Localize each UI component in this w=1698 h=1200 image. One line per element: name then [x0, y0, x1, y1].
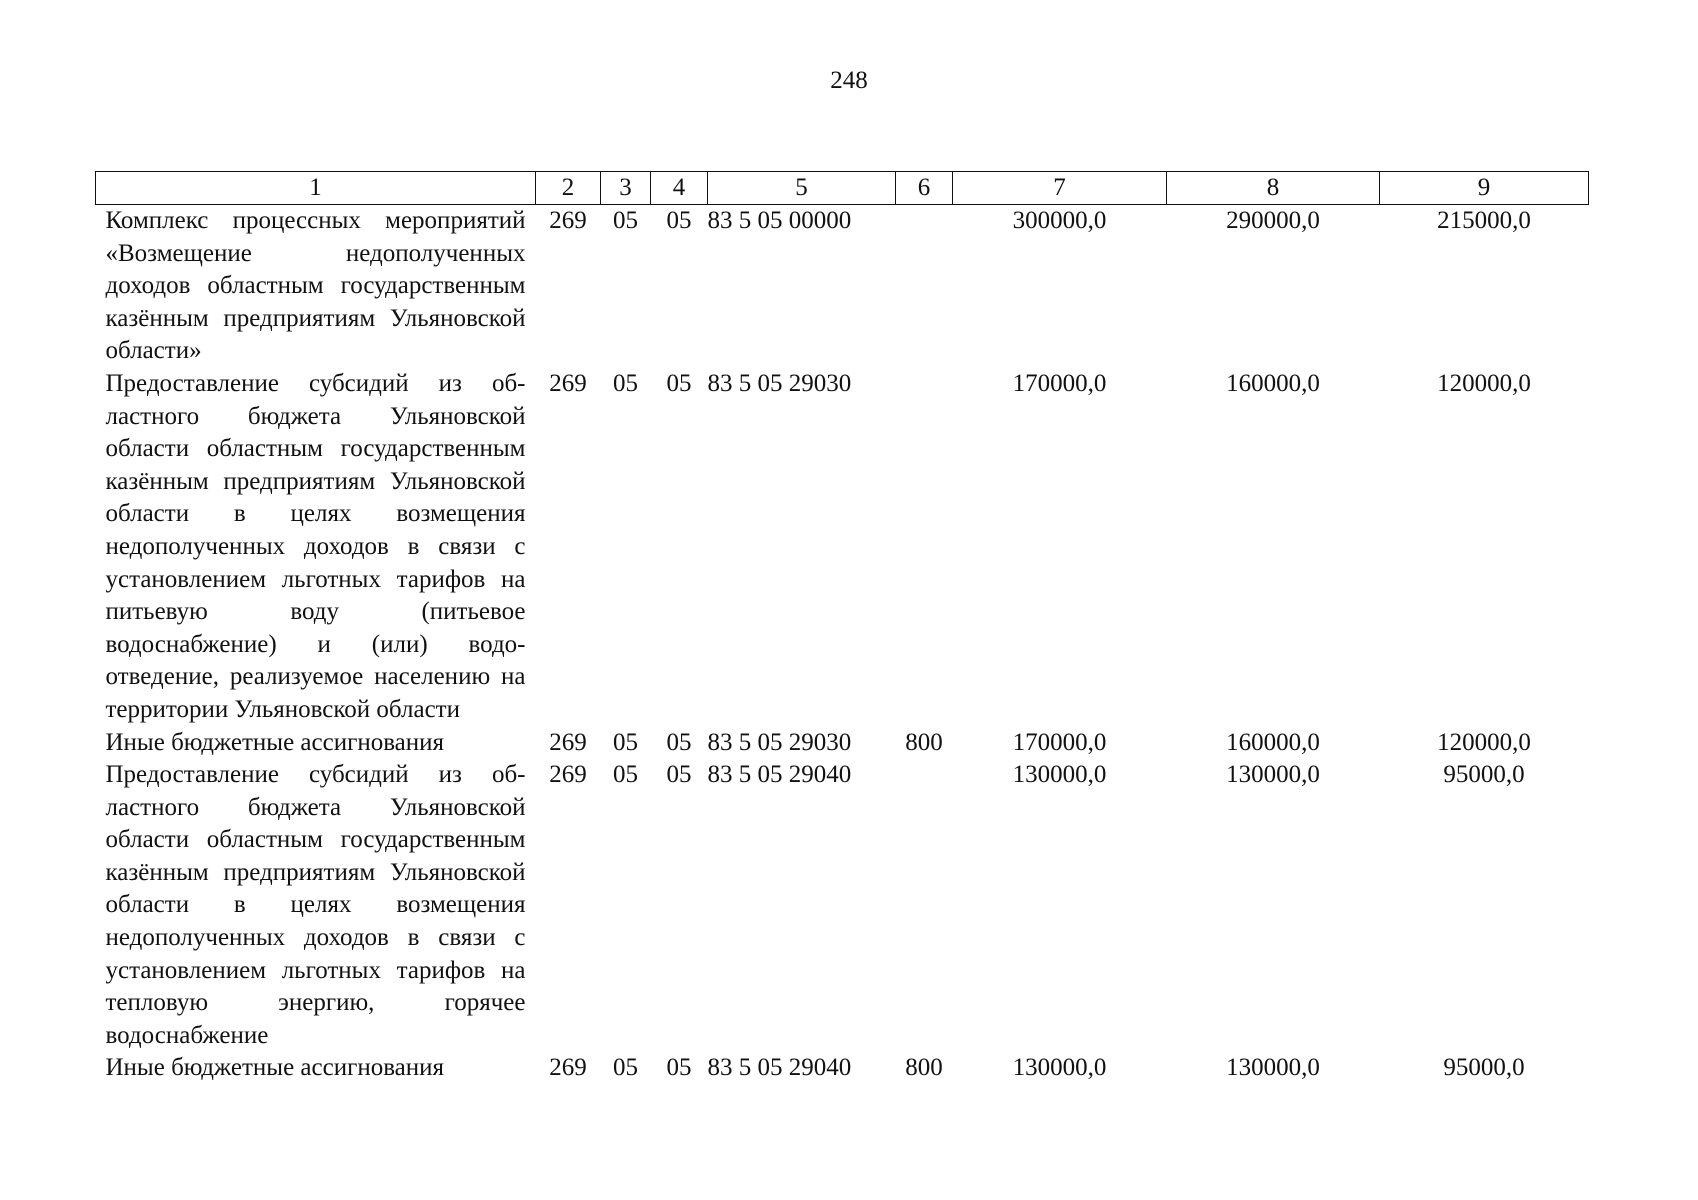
header-row: [96, 172, 1589, 205]
header-col-6: 6: [896, 172, 953, 205]
row-name: Иные бюджетные ассигнования: [105, 728, 445, 756]
row-col-3: 05: [613, 207, 638, 234]
table-row: [96, 205, 1589, 368]
table-row: [96, 727, 1589, 760]
row-col-5: 83 5 05 00000: [707, 207, 852, 234]
row-col-2: 269: [549, 728, 587, 756]
row-col-7: 300000,0: [1012, 207, 1107, 234]
row-name: Предоставление субсидий из областного бюджета Ульяновской области областным государственным казённым предприятиям Ульяновской области в целях возмещения недополученных доходов в связи с установлением льготных тарифов на тепловую энергию, горячее водоснабжение: [105, 761, 526, 1049]
row-col-2: 269: [549, 369, 587, 397]
table-row: [96, 1052, 1589, 1085]
row-col-3: 05: [613, 761, 638, 789]
page-number: 248: [830, 67, 868, 94]
row-col-9: 95000,0: [1443, 1054, 1525, 1082]
row-name: Иные бюджетные ассигнования: [105, 1054, 445, 1082]
header-col-7: 7: [953, 172, 1167, 205]
row-name: Комплекс процессных мероприятий «Возмещение недополученных доходов областным государственным казённым предприятиям Ульяновской области»: [105, 207, 526, 365]
row-col-5: 83 5 05 29040: [707, 761, 852, 789]
row-col-9: 120000,0: [1437, 728, 1531, 756]
row-col-4: 05: [666, 369, 692, 397]
row-col-2: 269: [549, 761, 587, 789]
row-col-8: 130000,0: [1226, 1054, 1320, 1082]
row-name: Предоставление субсидий из областного бюджета Ульяновской области областным государственным казённым предприятиям Ульяновской области в целях возмещения недополученных доходов в связи с установлением льготных тарифов на питьевую воду (питьевое водоснабжение) и (или) водоотведение, реализуемое населению на территории Ульяновской области: [105, 369, 526, 723]
row-col-6: 800: [905, 728, 943, 756]
row-col-9: 95000,0: [1443, 761, 1525, 789]
row-col-7: 130000,0: [1012, 1054, 1107, 1082]
row-col-4: 05: [666, 207, 692, 234]
row-col-5: 83 5 05 29030: [707, 369, 852, 397]
header-col-5: 5: [708, 172, 896, 205]
row-col-3: 05: [613, 728, 638, 756]
header-col-8: 8: [1167, 172, 1380, 205]
row-col-4: 05: [666, 728, 692, 756]
row-col-2: 269: [549, 1054, 587, 1082]
header-col-1: 1: [96, 172, 536, 205]
row-col-8: 160000,0: [1226, 369, 1320, 397]
row-col-5: 83 5 05 29030: [707, 728, 852, 756]
table-row: [96, 759, 1589, 1052]
row-col-7: 170000,0: [1012, 728, 1107, 756]
row-col-6: [896, 205, 953, 368]
header-col-9: 9: [1380, 172, 1589, 205]
header-col-2: 2: [536, 172, 601, 205]
header-col-4: 4: [651, 172, 708, 205]
row-col-9: 215000,0: [1437, 207, 1531, 234]
header-col-3: 3: [601, 172, 651, 205]
row-col-9: 120000,0: [1437, 369, 1531, 397]
row-col-3: 05: [613, 369, 638, 397]
row-col-3: 05: [613, 1054, 638, 1082]
row-col-6: 800: [905, 1054, 943, 1082]
row-col-6: [896, 368, 953, 727]
row-col-8: 160000,0: [1226, 728, 1320, 756]
budget-table: [95, 171, 1589, 1085]
row-col-7: 130000,0: [1012, 761, 1107, 789]
row-col-4: 05: [666, 1054, 692, 1082]
row-col-2: 269: [549, 207, 587, 234]
table-row: [96, 368, 1589, 727]
row-col-8: 290000,0: [1226, 207, 1320, 234]
row-col-4: 05: [666, 761, 692, 789]
row-col-7: 170000,0: [1012, 369, 1107, 397]
row-col-8: 130000,0: [1226, 761, 1320, 789]
row-col-6: [896, 759, 953, 1052]
row-col-5: 83 5 05 29040: [707, 1054, 852, 1082]
